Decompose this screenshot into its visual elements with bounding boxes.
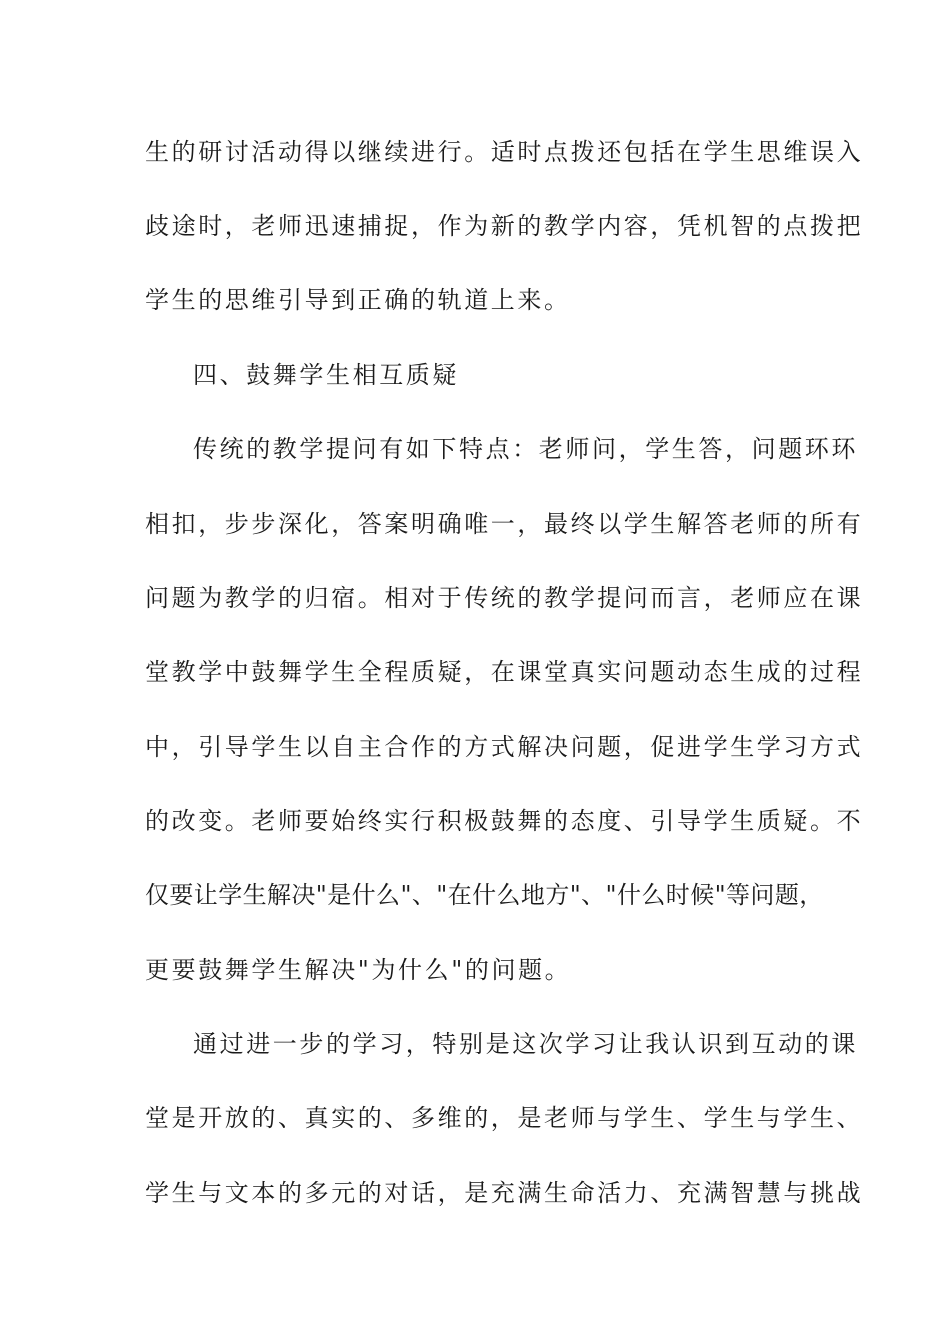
text-line: 生的研讨活动得以继续进行。适时点拨还包括在学生思维误入 [145, 138, 864, 166]
text-line: 传统的教学提问有如下特点：老师问，学生答，问题环环 [193, 435, 858, 463]
text-line: 学生与文本的多元的对话，是充满生命活力、充满智慧与挑战 [145, 1179, 864, 1207]
text-line: 更要鼓舞学生解决"为什么"的问题。 [145, 956, 572, 984]
text-line: 堂教学中鼓舞学生全程质疑，在课堂真实问题动态生成的过程 [145, 658, 864, 686]
text-line: 歧途时，老师迅速捕捉，作为新的教学内容，凭机智的点拨把 [145, 212, 864, 240]
text-line: 问题为教学的归宿。相对于传统的教学提问而言，老师应在课 [145, 584, 864, 612]
text-line: 仅要让学生解决"是什么"、"在什么地方"、"什么时候"等问题， [145, 881, 824, 909]
text-line: 相扣，步步深化，答案明确唯一，最终以学生解答老师的所有 [145, 510, 864, 538]
text-line: 堂是开放的、真实的、多维的，是老师与学生、学生与学生、 [145, 1104, 864, 1132]
text-line: 通过进一步的学习，特别是这次学习让我认识到互动的课 [193, 1030, 858, 1058]
text-line: 学生的思维引导到正确的轨道上来。 [145, 286, 571, 314]
section-heading: 四、鼓舞学生相互质疑 [193, 361, 459, 389]
text-line: 的改变。老师要始终实行积极鼓舞的态度、引导学生质疑。不 [145, 807, 864, 835]
text-line: 中，引导学生以自主合作的方式解决问题，促进学生学习方式 [145, 733, 864, 761]
